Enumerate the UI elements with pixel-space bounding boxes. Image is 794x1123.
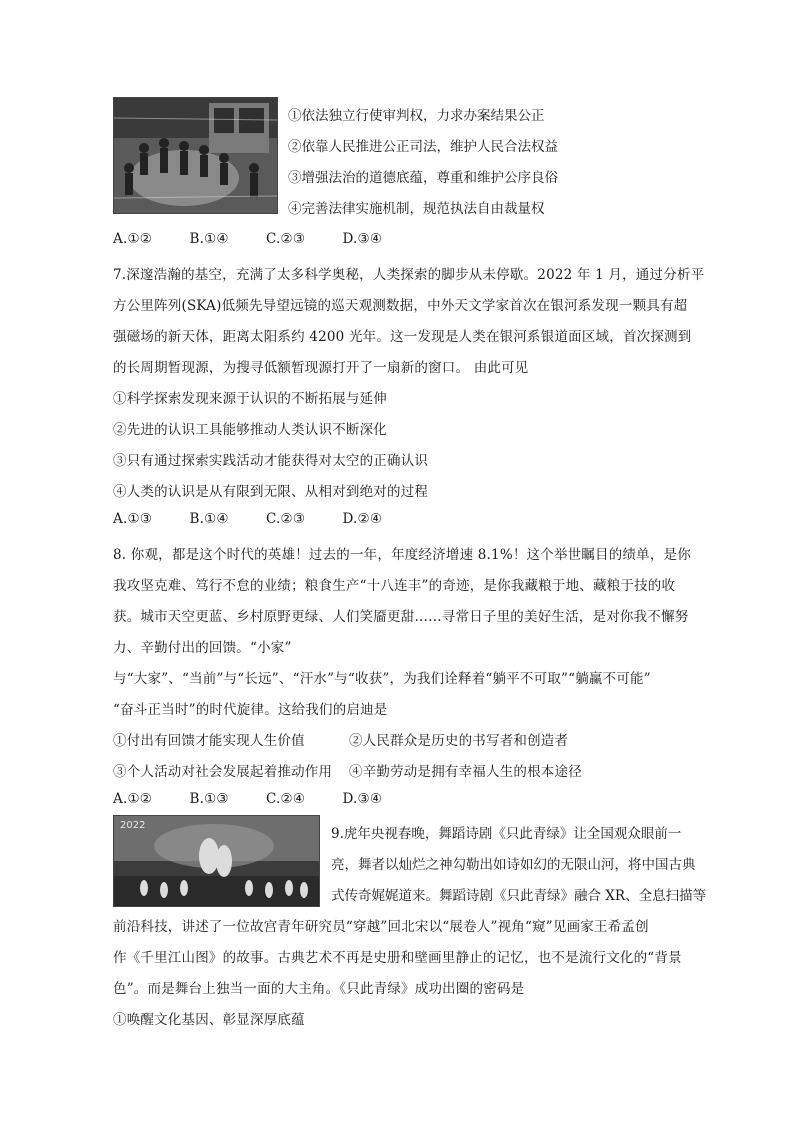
q8-options-row-2 (113, 760, 582, 780)
q8-options-row-1 (113, 729, 568, 749)
q7-choice-c: C.②③ (266, 511, 306, 527)
q8-choice-a: A.①② (113, 791, 153, 807)
q8-option-2: ②人民群众是历史的书写者和创造者 (349, 733, 569, 749)
q6-option-3: ③增强法治的道德底蕴，尊重和维护公序良俗 (288, 170, 558, 186)
dance-stage-image (113, 815, 320, 907)
q8-line-4: 力、辛勤付出的回馈。“小家” (113, 640, 292, 656)
q7-line-2: 方公里阵列(SKA)低频先导望远镜的巡天观测数据，中外天文学家首次在银河系发现一颗具有超 (113, 298, 688, 314)
q6-choice-c: C.②③ (266, 231, 306, 247)
q8-option-4: ④辛勤劳动是拥有幸福人生的根本途径 (349, 764, 582, 780)
q7-choice-a: A.①③ (113, 511, 153, 527)
cctv-logo-label: 2022 (120, 820, 146, 831)
q9-line-1: 前沿科技，讲述了一位故宫青年研究员“穿越”回北宋以“展卷人”视角“窥”见画家王希孟创 (113, 919, 649, 935)
q6-choices (113, 231, 391, 247)
q8-option-1: ①付出有回馈才能实现人生价值 (113, 733, 305, 749)
q7-option-2: ②先进的认识工具能够推动人类认识不断深化 (113, 422, 387, 438)
q9-line-3: 色”。而是舞台上独当一面的大主角。《只此青绿》成功出圈的密码是 (113, 981, 525, 997)
q7-option-1: ①科学探索发现来源于认识的不断拓展与延伸 (113, 391, 387, 407)
q8-choices (113, 791, 391, 807)
q6-choice-a: A.①② (113, 231, 153, 247)
q8-choice-b: B.①③ (189, 791, 229, 807)
q9-side-line-3: 式传奇娓娓道来。舞蹈诗剧《只此青绿》融合 XR、全息扫描等 (331, 888, 707, 904)
q6-choice-d: D.③④ (342, 231, 383, 247)
q8-line-1: 8. 你观，都是这个时代的英雄！过去的一年，年度经济增速 8.1%！这个举世瞩目的绩单，是你 (113, 547, 691, 563)
q7-line-1: 7.深邃浩瀚的基空，充满了太多科学奥秘，人类探索的脚步从未停歇。2022 年 1 月，通过分析平 (113, 267, 705, 283)
q7-choice-b: B.①④ (189, 511, 229, 527)
q7-option-3: ③只有通过探索实践活动才能获得对太空的正确认识 (113, 453, 429, 469)
q8-line-6: “奋斗正当时”的时代旋律。这给我们的启迪是 (113, 702, 388, 718)
q6-option-1: ①依法独立行使审判权，力求办案结果公正 (288, 108, 545, 124)
q9-side-line-2: 亮，舞者以灿烂之神勾勒出如诗如幻的无限山河，将中国古典 (331, 857, 696, 873)
q9-side-line-1: 9.虎年央视春晚，舞蹈诗剧《只此青绿》让全国观众眼前一 (331, 826, 682, 842)
q6-option-2: ②依靠人民推进公正司法，维护人民合法权益 (288, 139, 558, 155)
court-scene-image (113, 97, 278, 214)
q7-choice-d: D.②④ (342, 511, 383, 527)
q8-line-3: 获。城市天空更蓝、乡村原野更绿、人们笑靥更甜……寻常日子里的美好生活，是对你我不懈努 (113, 609, 689, 625)
q9-option-1: ①唤醒文化基因、彰显深厚底蕴 (113, 1012, 305, 1028)
q7-line-4: 的长周期暂现源，为搜寻低额暂现源打开了一扇新的窗口。 由此可见 (113, 360, 529, 376)
q8-line-5: 与“大家”、“当前”与“长远”、“汗水”与“收获”，为我们诠释着“躺平不可取”“躺赢不可能” (113, 671, 651, 687)
q8-option-3: ③个人活动对社会发展起着推动作用 (113, 764, 333, 780)
q8-choice-c: C.②④ (266, 791, 306, 807)
q7-line-3: 强磁场的新天体，距离太阳系约 4200 光年。这一发现是人类在银河系银道面区域，首次探测到 (113, 329, 692, 345)
q7-choices (113, 511, 391, 527)
q7-option-4: ④人类的认识是从有限到无限、从相对到绝对的过程 (113, 484, 429, 500)
q6-option-4: ④完善法律实施机制，规范执法自由裁量权 (288, 201, 545, 217)
q8-line-2: 我攻坚克难、笃行不怠的业绩；粮食生产“十八连丰”的奇迹，是你我藏粮于地、藏粮于技的收 (113, 578, 676, 594)
q9-line-2: 作《千里江山图》的故事。古典艺术不再是史册和壁画里静止的记忆，也不是流行文化的“背景 (113, 950, 682, 966)
q6-choice-b: B.①④ (189, 231, 229, 247)
q8-choice-d: D.③④ (342, 791, 383, 807)
